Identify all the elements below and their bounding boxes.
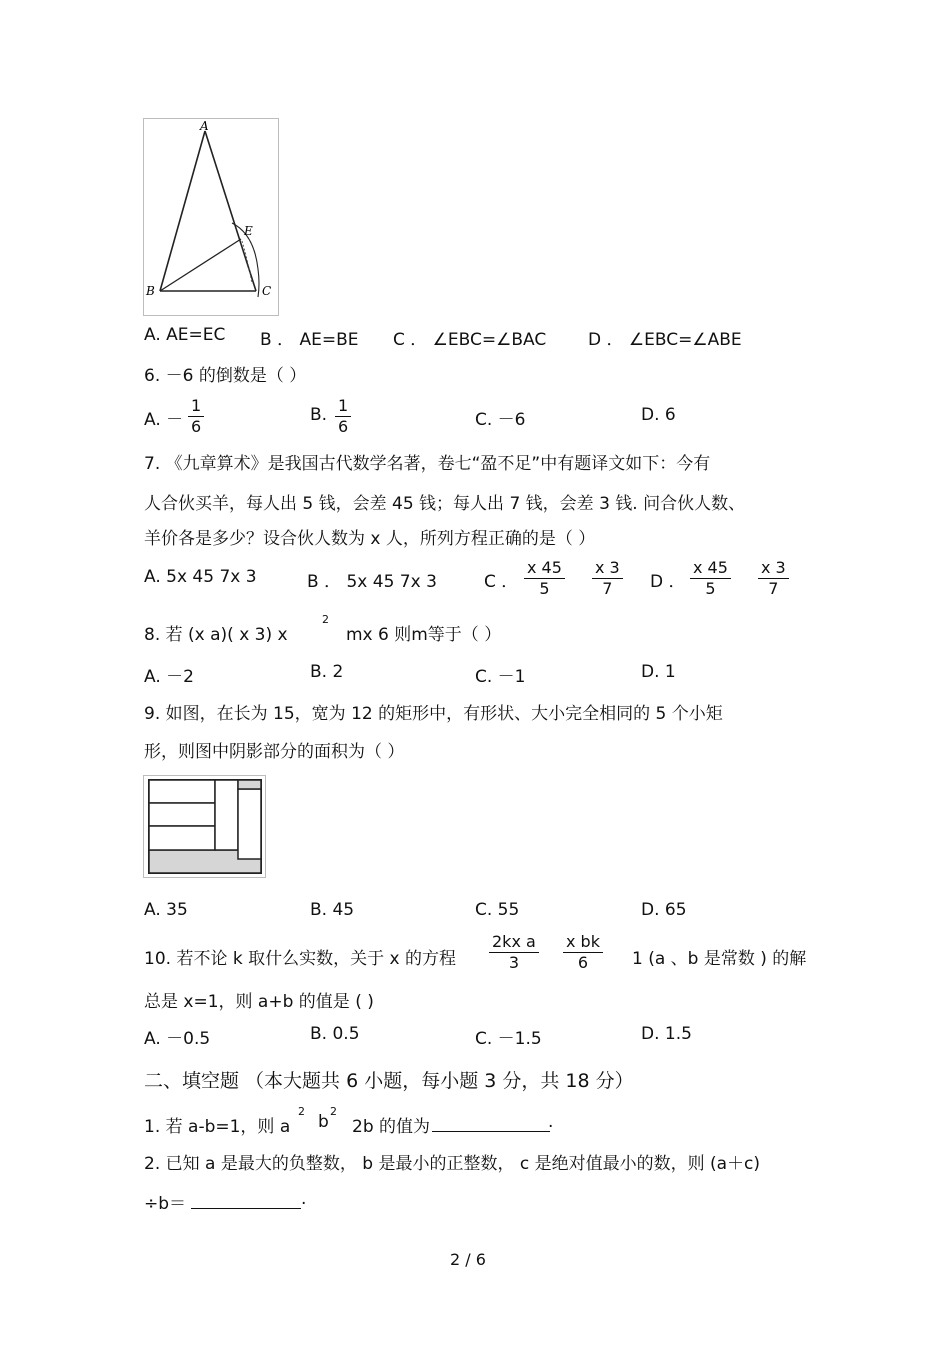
- fraction-numerator: x bk: [563, 932, 603, 953]
- q7-stem-line2: 人合伙买羊，每人出 5 钱，会差 45 钱；每人出 7 钱，会差 3 钱. 问合伙人数、: [144, 494, 746, 514]
- q5-option-b[interactable]: B ． AE=BE: [260, 330, 359, 350]
- q9-option-c[interactable]: C. 55: [475, 900, 520, 920]
- section-heading: 二、填空题 （本大题共 6 小题，每小题 3 分，共 18 分）: [144, 1070, 634, 1092]
- rectangle-figure: [143, 775, 266, 878]
- q5-option-d[interactable]: D ． ∠EBC=∠ABE: [588, 330, 742, 350]
- q10-stem-part2: 1 (a 、b 是常数 ) 的解: [632, 949, 807, 969]
- fraction-denominator: 6: [338, 417, 349, 436]
- vertex-label-e: E: [244, 224, 253, 238]
- q8-option-b[interactable]: B. 2: [310, 662, 344, 682]
- q7-option-d-label[interactable]: D ．: [650, 572, 686, 592]
- q7-stem-line3: 羊价各是多少？设合伙人数为 x 人，所列方程正确的是（ ）: [144, 529, 596, 549]
- q6-option-c[interactable]: C. －6: [475, 410, 526, 430]
- fraction-numerator: 2kx a: [489, 932, 539, 953]
- q7-option-d-fraction-2: [758, 558, 789, 599]
- fraction-numerator: 1: [188, 396, 204, 417]
- page-number: 2 / 6: [450, 1250, 486, 1269]
- q6-option-d[interactable]: D. 6: [641, 405, 676, 425]
- fraction-numerator: x 45: [524, 558, 565, 579]
- q10-fraction-1: [489, 932, 539, 973]
- q6-option-a-fraction: [188, 396, 204, 437]
- triangle-diagram: [144, 119, 278, 315]
- fill1-text-part2: b: [318, 1112, 329, 1132]
- fraction-numerator: x 3: [758, 558, 789, 579]
- q10-option-b[interactable]: B. 0.5: [310, 1024, 360, 1044]
- vertex-label-b: B: [146, 284, 155, 298]
- q10-option-a[interactable]: A. －0.5: [144, 1029, 211, 1049]
- q9-stem-line2: 形，则图中阴影部分的面积为（ ）: [144, 742, 405, 762]
- vertex-label-c: C: [262, 284, 272, 298]
- fraction-denominator: 5: [539, 579, 550, 598]
- q10-stem-part1: 10. 若不论 k 取什么实数，关于 x 的方程: [144, 949, 456, 969]
- fill1-exponent-2: 2: [330, 1105, 337, 1118]
- fill2-line1: 2. 已知 a 是最大的负整数， b 是最小的正整数， c 是绝对值最小的数，则 (a＋c): [144, 1154, 761, 1174]
- q5-option-c[interactable]: C ． ∠EBC=∠BAC: [393, 330, 547, 350]
- q8-stem-part1: 8. 若 (x a)( x 3) x: [144, 625, 288, 645]
- fill2-period: .: [301, 1189, 307, 1209]
- q6-option-b-fraction: [335, 396, 351, 437]
- q8-stem-part2: mx 6 则m等于（ ）: [346, 625, 502, 645]
- q6-option-b-label[interactable]: B.: [310, 405, 328, 425]
- q9-option-b[interactable]: B. 45: [310, 900, 355, 920]
- q5-option-a[interactable]: A. AE=EC: [144, 325, 226, 345]
- q7-option-d-fraction-1: [690, 558, 731, 599]
- q10-option-d[interactable]: D. 1.5: [641, 1024, 692, 1044]
- q8-option-a[interactable]: A. －2: [144, 667, 194, 687]
- fill1-period: .: [548, 1112, 554, 1132]
- fraction-denominator: 6: [577, 953, 589, 972]
- fill2-line2-text: ÷b＝: [144, 1194, 187, 1214]
- q7-stem-line1: 7. 《九章算术》是我国古代数学名著，卷七“盈不足”中有题译文如下：今有: [144, 454, 711, 474]
- q10-option-c[interactable]: C. －1.5: [475, 1029, 542, 1049]
- fill2-answer-blank[interactable]: [191, 1189, 301, 1209]
- q7-option-a[interactable]: A. 5x 45 7x 3: [144, 567, 257, 587]
- q10-stem-line2: 总是 x=1，则 a+b 的值是 ( ): [144, 992, 374, 1012]
- q8-option-c[interactable]: C. －1: [475, 667, 526, 687]
- q9-option-d[interactable]: D. 65: [641, 900, 687, 920]
- rectangle-diagram: [144, 776, 265, 877]
- fraction-denominator: 3: [508, 953, 519, 972]
- fraction-denominator: 7: [602, 579, 613, 598]
- fraction-numerator: x 3: [592, 558, 623, 579]
- fraction-denominator: 6: [191, 417, 202, 436]
- fraction-numerator: 1: [335, 396, 351, 417]
- q7-option-c-label[interactable]: C ．: [484, 572, 519, 592]
- vertex-label-a: A: [200, 119, 209, 133]
- q8-option-d[interactable]: D. 1: [641, 662, 676, 682]
- q10-fraction-2: [563, 932, 603, 973]
- fraction-denominator: 7: [768, 579, 779, 598]
- q8-exponent: 2: [322, 613, 329, 626]
- q7-option-c-fraction-1: [524, 558, 565, 599]
- q6-stem: 6. －6 的倒数是（ ）: [144, 366, 307, 386]
- q9-option-a[interactable]: A. 35: [144, 900, 188, 920]
- fill1-text-part3: 2b 的值为: [352, 1117, 431, 1137]
- q7-option-b[interactable]: B ． 5x 45 7x 3: [307, 572, 437, 592]
- q9-stem-line1: 9. 如图，在长为 15，宽为 12 的矩形中，有形状、大小完全相同的 5 个小矩: [144, 704, 723, 724]
- triangle-figure: [143, 118, 279, 316]
- q6-option-a-label[interactable]: A. －: [144, 410, 184, 430]
- fill1-answer-blank[interactable]: [432, 1112, 550, 1132]
- fill1-text-part1: 1. 若 a-b=1，则 a: [144, 1117, 291, 1137]
- fraction-denominator: 5: [705, 579, 716, 598]
- fraction-numerator: x 45: [690, 558, 731, 579]
- q7-option-c-fraction-2: [592, 558, 623, 599]
- fill1-exponent-1: 2: [298, 1105, 305, 1118]
